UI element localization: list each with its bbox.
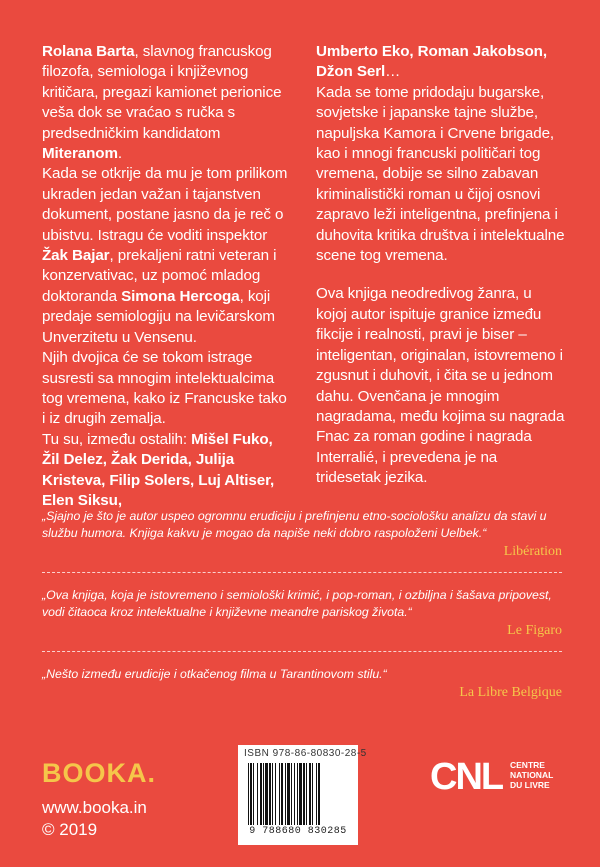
paragraph: Ova knjiga neodredivog žanra, u kojoj autor ispituje granice između fikcije i realnosti, pravi je biser – inteligentan, originalan, istovremeno i zgusnut i duhovit, i čita se u jednom dahu. Ovenčana je mnogim nagradama, među kojima su nagrada Fnac za roman godine i nagrada Interralié, i prevedena je na tridesetak jezika.: [316, 285, 565, 487]
divider: [42, 572, 562, 573]
paragraph: [42, 164, 292, 348]
person-name: Simona Hercoga: [121, 287, 240, 305]
paragraph: Kada se tome pridodaju bugarske, sovjetske i japanske tajne službe, napuljska Kamora i Crvene brigade, kao i mnogi francuski političari tog vremena, dobije se silno zabavan kriminalistički roman u čijoj osnovi zapravo leži inteligentna, prefinjena i duhovita kritika društva i intelektualne scene tog vremena.: [316, 83, 565, 265]
paragraph: Njih dvojica će se tokom istrage susresti sa mnogim intelektualcima tog vremena, kako iz Francuske tako i iz drugih zemalja.: [42, 349, 287, 428]
barcode-digits: 9 788680 830285: [249, 826, 347, 837]
body-text: .: [117, 145, 123, 163]
body-text: …: [385, 63, 401, 81]
body-text: , prekaljeni ratni veteran i konzervativac, uz pomoć mladog doktoranda: [42, 247, 277, 305]
quote-text: „Ova knjiga, koja je istovremeno i semiološki krimić, i pop-roman, i ozbiljna i šašava pripovest, vodi čitaoca kroz intelektualne i književne meandre pariskog života.“: [42, 588, 552, 619]
booka-logo: BOOKA.: [42, 758, 156, 788]
body-text: , koji predaje semiologiju na levičarskom Unverzitetu u Vensenu.: [42, 287, 275, 346]
publisher-info: [42, 797, 147, 841]
copyright: © 2019: [42, 820, 98, 839]
barcode-icon: [248, 763, 348, 825]
cnl-line: DU LIVRE: [510, 780, 550, 790]
press-quotes: [42, 508, 562, 701]
cnl-line: CENTRE: [510, 760, 545, 770]
person-names: Umberto Eko, Roman Jakobson, Džon Serl: [316, 43, 547, 81]
quote-source: Libération: [503, 544, 562, 559]
cnl-subtitle: [510, 760, 553, 790]
person-names: Mišel Fuko, Žil Delez, Žak Derida, Julija Kristeva, Filip Solers, Luj Altiser, Elen Siksu,: [42, 430, 275, 509]
divider: [42, 651, 562, 652]
press-quote: [42, 666, 562, 701]
website-link[interactable]: www.booka.in: [42, 798, 147, 817]
press-quote: [42, 508, 562, 560]
right-text-column: [316, 42, 566, 489]
cnl-line: NATIONAL: [510, 770, 554, 780]
left-text-column: [42, 42, 292, 511]
quote-source: La Libre Belgique: [459, 685, 562, 700]
quote-text: „Sjajno je što je autor uspeo ogromnu erudiciju i prefinjenu etno-sociološku analizu da stavi u službu humora. Knjiga kakvu je mogao da napiše neki dobro raspoloženi Uelbek.“: [42, 509, 547, 540]
quote-source: Le Figaro: [507, 623, 562, 638]
paragraph: [42, 42, 292, 164]
press-quote: [42, 587, 562, 639]
body-text: , slavnog francuskog filozofa, semiologa i književnog kritičara, pregazi kamionet perionice veša dok se vraćao s ručka s predsedničkim kandidatom: [42, 43, 282, 142]
cnl-logo-text: CNL: [430, 756, 503, 798]
cnl-logo: [430, 756, 554, 798]
paragraph: [316, 42, 566, 83]
paragraph: [42, 430, 292, 512]
person-name: Žak Bajar: [42, 247, 110, 265]
person-name: Miteranom: [42, 145, 118, 163]
quote-text: „Nešto između erudicije i otkačenog filma u Tarantinovom stilu.“: [42, 667, 387, 681]
body-text: Kada se otkrije da mu je tom prilikom ukraden jedan važan i tajanstven dokument, postane jasno da je reč o ubistvu. Istragu će voditi inspektor: [42, 165, 288, 244]
body-text: Tu su, između ostalih:: [42, 430, 192, 448]
isbn-label: ISBN 978-86-80830-28-5: [244, 748, 367, 759]
person-name: Rolana Barta: [42, 43, 135, 60]
